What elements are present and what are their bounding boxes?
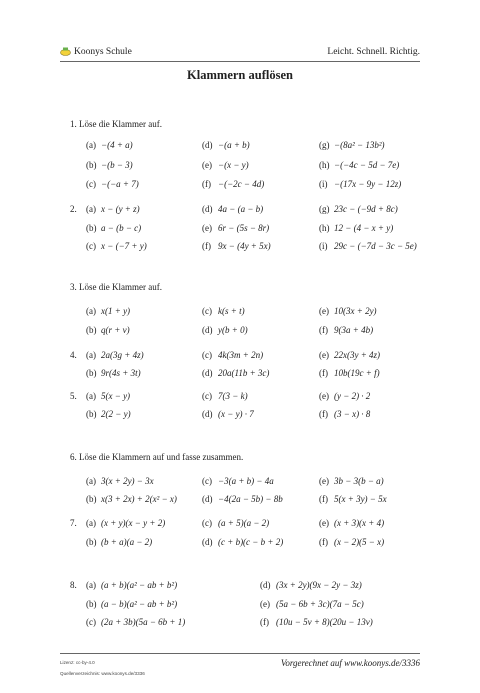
- label-c: (c): [202, 306, 212, 316]
- exercise-5-number: 5.: [70, 391, 77, 401]
- label-e: (e): [202, 160, 212, 170]
- exercise-3d: y(b + 0): [218, 325, 248, 335]
- exercise-8f: (10u − 5v + 8)(20u − 13v): [276, 617, 373, 627]
- brand-name: Koonys Schule: [74, 47, 132, 57]
- label-f: (f): [319, 325, 328, 335]
- page-title: Klammern auflösen: [187, 68, 293, 82]
- label-e: (e): [319, 350, 329, 360]
- label-g: (g): [319, 204, 330, 214]
- exercise-2g: 23c − (−9d + 8c): [334, 204, 398, 214]
- label-e: (e): [319, 391, 329, 401]
- label-c: (c): [86, 617, 96, 627]
- label-f: (f): [202, 179, 211, 189]
- exercise-7b: (b + a)(a − 2): [101, 537, 153, 547]
- exercise-8e: (5a − 6b + 3c)(7a − 5c): [276, 599, 364, 609]
- label-i: (i): [319, 241, 328, 251]
- exercise-4e: 22x(3y + 4z): [334, 350, 381, 360]
- exercise-5b: 2(2 − y): [101, 409, 131, 419]
- sources-text: Quellenverzeichnis: www.koonys.de/3336: [60, 671, 145, 676]
- exercise-4d: 20a(11b + 3c): [218, 368, 270, 378]
- exercise-6d: −4(2a − 5b) − 8b: [218, 494, 283, 504]
- label-d: (d): [202, 409, 213, 419]
- label-a: (a): [86, 140, 96, 150]
- exercise-4-number: 4.: [70, 350, 77, 360]
- page-header: [60, 47, 420, 61]
- exercise-1e: −(x − y): [218, 160, 249, 170]
- label-c: (c): [202, 391, 212, 401]
- section-1-heading: 1. Löse die Klammer auf.: [70, 119, 162, 129]
- exercise-1f: −(−2c − 4d): [218, 179, 265, 189]
- label-a: (a): [86, 391, 96, 401]
- label-d: (d): [202, 325, 213, 335]
- label-a: (a): [86, 518, 96, 528]
- exercise-6f: 5(x + 3y) − 5x: [334, 494, 387, 504]
- label-e: (e): [319, 306, 329, 316]
- exercise-2h: 12 − (4 − x + y): [334, 223, 394, 233]
- label-e: (e): [319, 476, 329, 486]
- label-d: (d): [202, 204, 213, 214]
- label-a: (a): [86, 476, 96, 486]
- exercise-1g: −(8a² − 13b²): [334, 140, 385, 150]
- label-a: (a): [86, 204, 96, 214]
- label-b: (b): [86, 160, 97, 170]
- label-f: (f): [319, 494, 328, 504]
- header-rule: [60, 61, 420, 62]
- label-f: (f): [202, 241, 211, 251]
- section-3-heading: 3. Löse die Klammer auf.: [70, 282, 162, 292]
- label-b: (b): [86, 325, 97, 335]
- exercise-7-number: 7.: [70, 518, 77, 528]
- exercise-3a: x(1 + y): [101, 306, 131, 316]
- exercise-3e: 10(3x + 2y): [334, 306, 377, 316]
- exercise-1a: −(4 + a): [101, 140, 133, 150]
- label-h: (h): [319, 223, 330, 233]
- exercise-6e: 3b − 3(b − a): [334, 476, 384, 486]
- label-a: (a): [86, 350, 96, 360]
- label-b: (b): [86, 494, 97, 504]
- exercise-2d: 4a − (a − b): [218, 204, 264, 214]
- label-d: (d): [202, 140, 213, 150]
- label-d: (d): [202, 494, 213, 504]
- exercise-5e: (y − 2) · 2: [334, 391, 371, 401]
- label-d: (d): [202, 537, 213, 547]
- exercise-5a: 5(x − y): [101, 391, 131, 401]
- exercise-2e: 6r − (5s − 8r): [218, 223, 270, 233]
- label-c: (c): [202, 476, 212, 486]
- exercise-7e: (x + 3)(x + 4): [334, 518, 385, 528]
- label-f: (f): [319, 409, 328, 419]
- exercise-3b: q(r + v): [101, 325, 130, 335]
- exercise-7a: (x + y)(x − y + 2): [101, 518, 166, 528]
- label-d: (d): [202, 368, 213, 378]
- exercise-3c: k(s + t): [218, 306, 245, 316]
- exercise-2-number: 2.: [70, 204, 77, 214]
- label-f: (f): [319, 537, 328, 547]
- exercise-7d: (c + b)(c − b + 2): [218, 537, 284, 547]
- label-f: (f): [260, 617, 269, 627]
- label-d: (d): [260, 580, 271, 590]
- section-6-heading: 6. Löse die Klammern auf und fasse zusammen.: [70, 452, 244, 462]
- exercise-3f: 9(3a + 4b): [334, 325, 374, 335]
- school-logo-icon: [60, 47, 71, 59]
- label-b: (b): [86, 223, 97, 233]
- exercise-4f: 10b(19c + f): [334, 368, 380, 378]
- exercise-8a: (a + b)(a² − ab + b²): [101, 580, 178, 590]
- exercise-8c: (2a + 3b)(5a − 6b + 1): [101, 617, 186, 627]
- label-a: (a): [86, 580, 96, 590]
- exercise-6a: 3(x + 2y) − 3x: [101, 476, 154, 486]
- exercise-5f: (3 − x) · 8: [334, 409, 371, 419]
- exercise-1b: −(b − 3): [101, 160, 133, 170]
- exercise-6b: x(3 + 2x) + 2(x² − x): [101, 494, 177, 504]
- exercise-8-number: 8.: [70, 580, 77, 590]
- exercise-1h: −(−4c − 5d − 7e): [334, 160, 400, 170]
- exercise-5c: 7(3 − k): [218, 391, 248, 401]
- label-e: (e): [260, 599, 270, 609]
- exercise-1i: −(17x − 9y − 12z): [334, 179, 402, 189]
- exercise-2a: x − (y + z): [101, 204, 140, 214]
- exercise-6c: −3(a + b) − 4a: [218, 476, 274, 486]
- label-e: (e): [319, 518, 329, 528]
- label-e: (e): [202, 223, 212, 233]
- footer-rule: [60, 653, 420, 654]
- exercise-7c: (a + 5)(a − 2): [218, 518, 270, 528]
- exercise-8b: (a − b)(a² − ab + b²): [101, 599, 178, 609]
- exercise-1c: −(−a + 7): [101, 179, 139, 189]
- exercise-8d: (3x + 2y)(9x − 2y − 3z): [276, 580, 362, 590]
- label-g: (g): [319, 140, 330, 150]
- exercise-4a: 2a(3g + 4z): [101, 350, 144, 360]
- label-b: (b): [86, 537, 97, 547]
- label-b: (b): [86, 599, 97, 609]
- exercise-1d: −(a + b): [218, 140, 250, 150]
- solutions-link[interactable]: Vorgerechnet auf www.koonys.de/3336: [280, 658, 420, 668]
- exercise-2b: a − (b − c): [101, 223, 142, 233]
- exercise-2i: 29c − (−7d − 3c − 5e): [334, 241, 417, 251]
- label-c: (c): [202, 518, 212, 528]
- label-h: (h): [319, 160, 330, 170]
- label-c: (c): [202, 350, 212, 360]
- label-a: (a): [86, 306, 96, 316]
- tagline: Leicht. Schnell. Richtig.: [327, 47, 420, 57]
- exercise-7f: (x − 2)(5 − x): [334, 537, 385, 547]
- label-b: (b): [86, 368, 97, 378]
- exercise-5d: (x − y) · 7: [218, 409, 254, 419]
- label-c: (c): [86, 179, 96, 189]
- exercise-2c: x − (−7 + y): [101, 241, 147, 251]
- exercise-2f: 9x − (4y + 5x): [218, 241, 271, 251]
- label-b: (b): [86, 409, 97, 419]
- label-i: (i): [319, 179, 328, 189]
- license-text: Lizenz: cc-by-4.0: [60, 660, 95, 665]
- exercise-4b: 9r(4s + 3t): [101, 368, 141, 378]
- exercise-4c: 4k(3m + 2n): [218, 350, 264, 360]
- label-f: (f): [319, 368, 328, 378]
- label-c: (c): [86, 241, 96, 251]
